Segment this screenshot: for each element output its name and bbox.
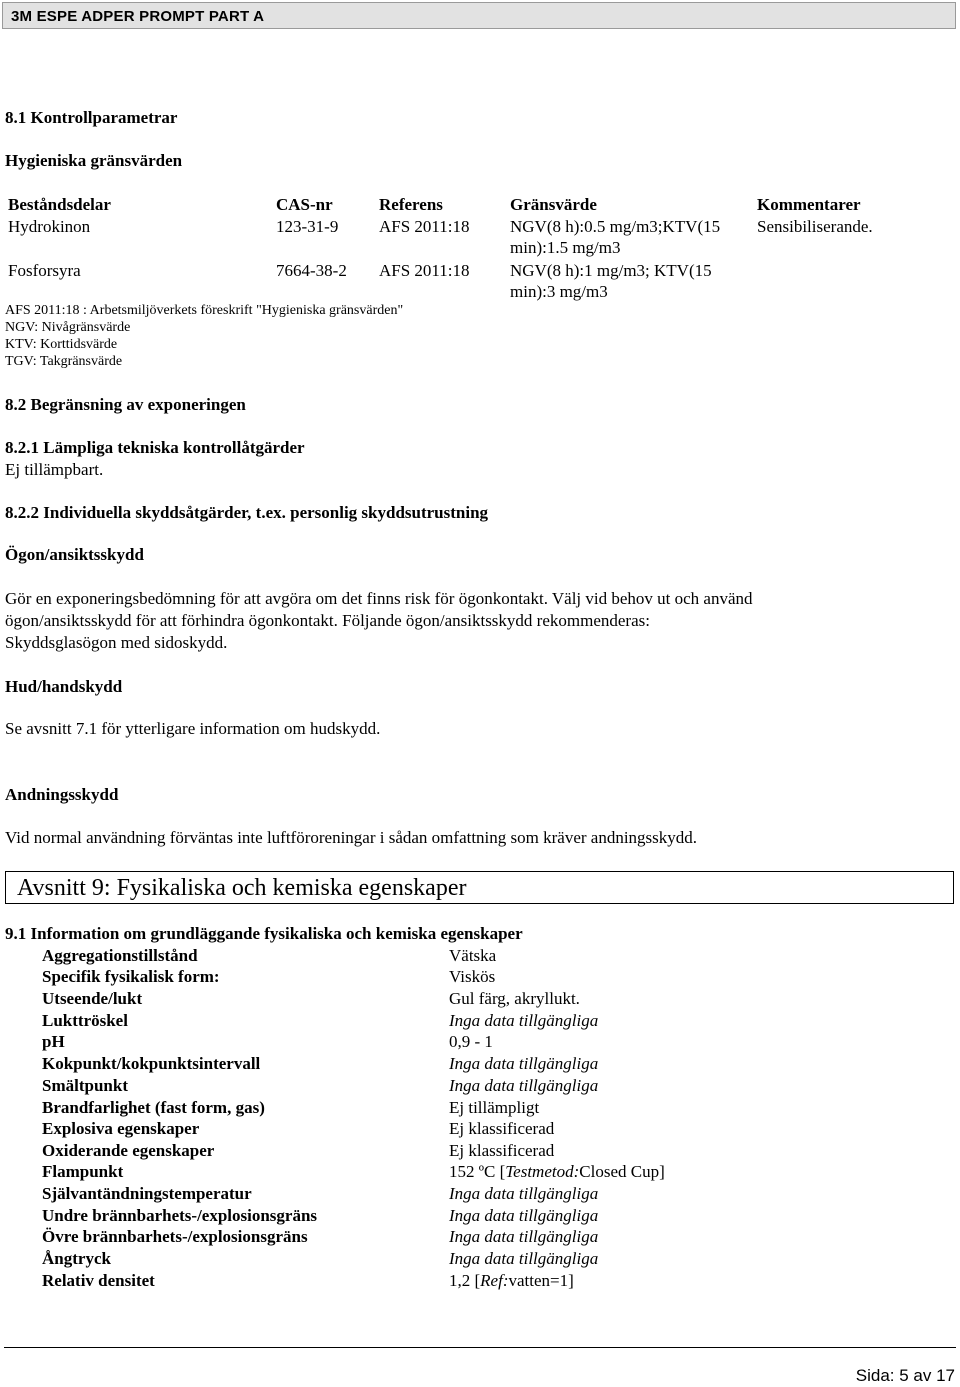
property-value: Inga data tillgängliga (449, 1184, 599, 1203)
skin-protection-heading: Hud/handskydd (5, 677, 123, 696)
document-header-bar (2, 2, 956, 29)
document-title: 3M ESPE ADPER PROMPT PART A (11, 8, 265, 25)
limit-value-line1: NGV(8 h):1 mg/m3; KTV(15 (510, 261, 712, 280)
property-value: Ej klassificerad (449, 1119, 555, 1138)
footnote-ngv: NGV: Nivågränsvärde (5, 320, 131, 335)
property-value: Inga data tillgängliga (449, 1011, 599, 1030)
property-label: Relativ densitet (42, 1271, 155, 1290)
page-number: Sida: 5 av 17 (855, 1366, 955, 1385)
property-label: Oxiderande egenskaper (42, 1141, 215, 1160)
property-label: Kokpunkt/kokpunktsintervall (42, 1054, 261, 1073)
property-label: Undre brännbarhets-/explosionsgräns (42, 1206, 318, 1225)
property-value (449, 1162, 665, 1182)
col-header-cas: CAS-nr (276, 195, 333, 214)
limit-value-line2: min):1.5 mg/m3 (510, 238, 621, 257)
property-value: Ej tillämpligt (449, 1098, 540, 1117)
section-9-1-heading: 9.1 Information om grundläggande fysikaliska och kemiska egenskaper (5, 924, 523, 943)
property-value: Inga data tillgängliga (449, 1054, 599, 1073)
skin-protection-text: Se avsnitt 7.1 för ytterligare information om hudskydd. (5, 719, 381, 738)
property-value-method-label: Testmetod: (505, 1162, 580, 1181)
section-8-2-heading: 8.2 Begränsning av exponeringen (5, 395, 246, 414)
section-9-title-box (5, 871, 954, 904)
footnote-ktv: KTV: Korttidsvärde (5, 337, 118, 352)
property-label: Självantändningstemperatur (42, 1184, 252, 1203)
property-label: Flampunkt (42, 1162, 124, 1181)
limit-value-line1: NGV(8 h):0.5 mg/m3;KTV(15 (510, 217, 721, 236)
property-value: Ej klassificerad (449, 1141, 555, 1160)
component-name: Hydrokinon (8, 217, 91, 236)
comment: Sensibiliserande. (757, 217, 873, 236)
property-label: Aggregationstillstånd (42, 946, 198, 965)
property-label: Brandfarlighet (fast form, gas) (42, 1098, 265, 1117)
col-header-comments: Kommentarer (757, 195, 861, 214)
property-label: Lukttröskel (42, 1011, 128, 1030)
section-9-title: Avsnitt 9: Fysikaliska och kemiska egenskaper (17, 875, 467, 901)
eye-protection-text-line1: Gör en exponeringsbedömning för att avgöra om det finns risk för ögonkontakt. Välj vid behov ut och använd (5, 589, 753, 608)
footnote-afs: AFS 2011:18 : Arbetsmiljöverkets föreskrift "Hygieniska gränsvärden" (5, 303, 404, 318)
property-value-method: Closed Cup] (579, 1162, 665, 1181)
property-value: 0,9 - 1 (449, 1032, 493, 1051)
property-value: Gul färg, akryllukt. (449, 989, 580, 1008)
eye-protection-text-line3: Skyddsglasögon med sidoskydd. (5, 633, 228, 652)
section-8-1-heading: 8.1 Kontrollparametrar (5, 108, 178, 127)
property-value-ref-label: Ref: (480, 1271, 509, 1290)
property-label: Övre brännbarhets-/explosionsgräns (42, 1227, 308, 1246)
col-header-component: Beståndsdelar (8, 195, 111, 214)
section-8-2-1-heading: 8.2.1 Lämpliga tekniska kontrollåtgärder (5, 438, 305, 457)
respiratory-protection-heading: Andningsskydd (5, 785, 119, 804)
col-header-limit: Gränsvärde (510, 195, 597, 214)
col-header-reference: Referens (379, 195, 443, 214)
hygiene-limits-heading: Hygieniska gränsvärden (5, 151, 183, 170)
property-value (449, 1271, 574, 1291)
eye-protection-heading: Ögon/ansiktsskydd (5, 545, 144, 564)
property-value: Viskös (449, 967, 496, 986)
respiratory-protection-text: Vid normal användning förväntas inte luftföroreningar i sådan omfattning som kräver andningsskydd. (5, 828, 698, 847)
limit-value-line2: min):3 mg/m3 (510, 282, 608, 301)
section-8-2-2-heading: 8.2.2 Individuella skyddsåtgärder, t.ex. personlig skyddsutrustning (5, 503, 489, 522)
eye-protection-text-line2: ögon/ansiktsskydd för att förhindra ögonkontakt. Följande ögon/ansiktsskydd rekommenderas: (5, 611, 650, 630)
property-label: Explosiva egenskaper (42, 1119, 200, 1138)
property-label: Specifik fysikalisk form: (42, 967, 220, 986)
cas-number: 123-31-9 (276, 217, 339, 236)
property-label: Smältpunkt (42, 1076, 128, 1095)
property-value: Inga data tillgängliga (449, 1227, 599, 1246)
property-value: Inga data tillgängliga (449, 1206, 599, 1225)
property-value-main: 152 ºC [ (449, 1162, 506, 1181)
property-label: Ångtryck (42, 1249, 111, 1268)
component-name: Fosforsyra (8, 261, 81, 280)
property-value: Inga data tillgängliga (449, 1076, 599, 1095)
property-value-main: 1,2 [ (449, 1271, 481, 1290)
footnote-tgv: TGV: Takgränsvärde (5, 354, 123, 369)
property-label: pH (42, 1032, 65, 1051)
reference: AFS 2011:18 (379, 261, 470, 280)
cas-number: 7664-38-2 (276, 261, 347, 280)
property-value: Inga data tillgängliga (449, 1249, 599, 1268)
property-label: Utseende/lukt (42, 989, 143, 1008)
footer-divider (4, 1347, 956, 1348)
property-value: Vätska (449, 946, 497, 965)
property-value-ref: vatten=1] (508, 1271, 574, 1290)
reference: AFS 2011:18 (379, 217, 470, 236)
section-8-2-1-text: Ej tillämpbart. (5, 460, 104, 479)
